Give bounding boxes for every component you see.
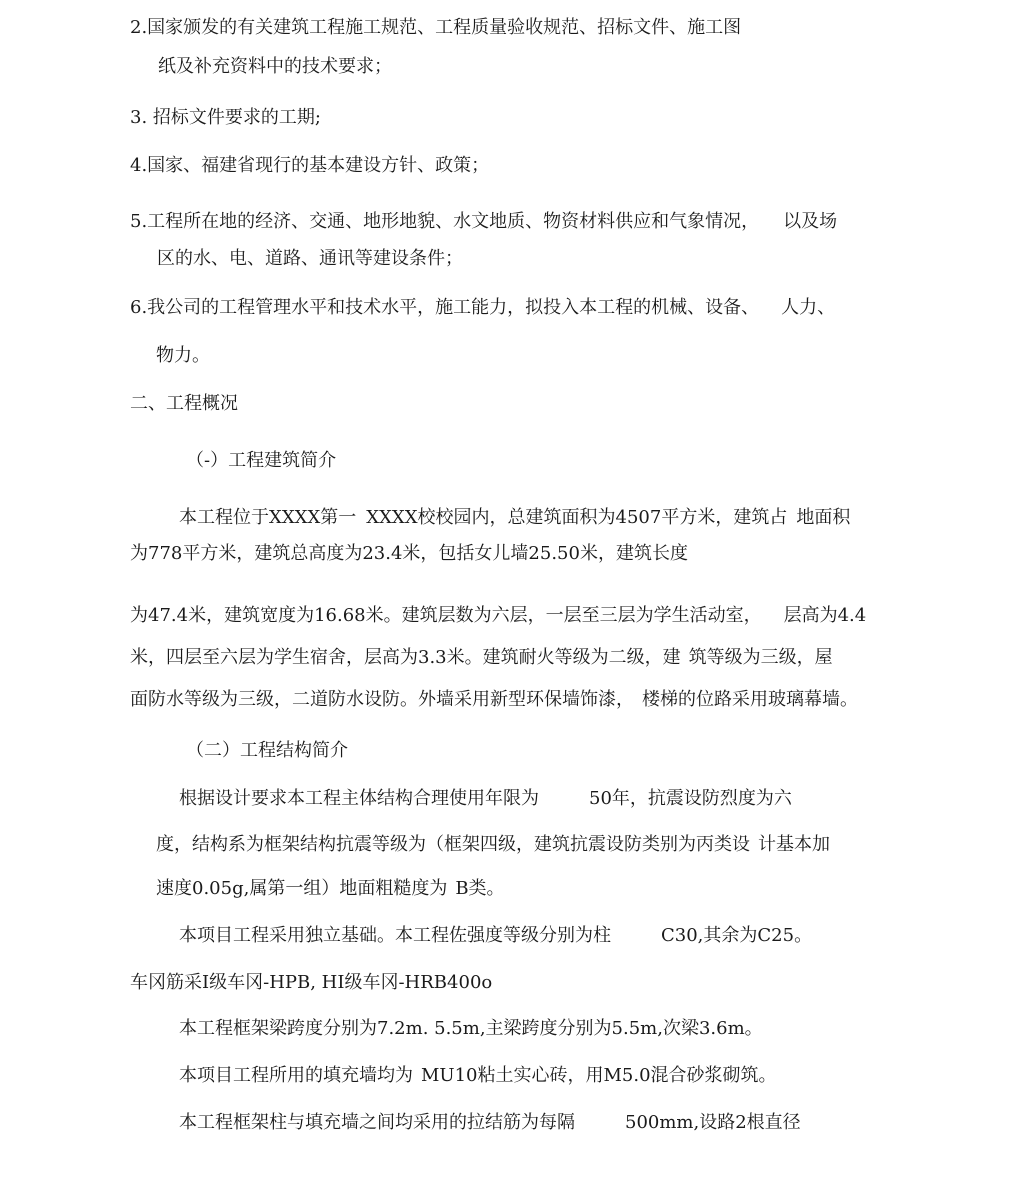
list-item-4 [130,155,489,177]
paragraph-line: 根据设计要求本工程主体结构合理使用年限为 50年，抗震设防烈度为六 [179,788,792,809]
list-item-5-line-2: 区的水、电、道路、通讯等建设条件； [157,248,463,269]
paragraph-line: 本项目工程采用独立基础。本工程佐强度等级分别为柱 C30,其余为C25。 [179,925,813,946]
paragraph-line: 为47.4米，建筑宽度为16.68米。建筑层数为六层，一层至三层为学生活动室， 层高为4.4 [130,605,867,626]
list-item-text: . 招标文件要求的工期; [141,107,321,128]
subsection-heading: （二）工程结构简介 [186,740,348,761]
list-item-2-line-1 [130,17,741,39]
subsection-heading: （-）工程建筑简介 [186,450,337,471]
list-number: 4 [130,155,142,176]
paragraph-line: 本工程位于XXXX第一 XXXX校校园内，总建筑面积为4507平方米，建筑占 地面积 [179,507,851,528]
list-number: 2 [130,17,142,38]
paragraph-line: 本工程框架梁跨度分别为7.2m. 5.5m,主梁跨度分别为5.5m,次梁3.6m。 [179,1018,763,1039]
list-item-text-continued: 人力、 [781,297,836,318]
list-item-text: .国家、福建省现行的基本建设方针、政策； [141,155,490,176]
list-item-6-line-2: 物力。 [156,345,210,366]
list-number: 6 [130,297,142,318]
list-item-text: .工程所在地的经济、交通、地形地貌、水文地质、物资材料供应和气象情况， [141,211,760,232]
paragraph-line: 车冈筋采I级车冈-HPB, HI级车冈-HRB400o [130,972,493,993]
section-heading: 二、工程概况 [130,393,238,414]
paragraph-line: 速度0.05g,属第一组）地面粗糙度为 B类。 [156,878,505,899]
paragraph-line: 面防水等级为三级，二道防水设防。外墙采用新型环保墙饰漆， 楼梯的位路采用玻璃幕墙。 [130,689,858,710]
list-item-5-line-1 [130,211,837,233]
paragraph-line: 度，结构系为框架结构抗震等级为（框架四级，建筑抗震设防类别为丙类设 计基本加 [156,834,830,855]
paragraph-line: 本工程框架柱与填充墙之间均采用的拉结筋为每隔 500mm,设路2根直径 [179,1112,801,1133]
list-item-text-continued: 以及场 [783,211,838,232]
list-item-2-line-2: 纸及补充资料中的技术要求； [158,56,392,77]
paragraph-line: 本项目工程所用的填充墙均为 MU10粘土实心砖，用M5.0混合砂浆砌筑。 [179,1065,777,1086]
paragraph-line: 为778平方米，建筑总高度为23.4米，包括女儿墙25.50米，建筑长度 [130,543,688,564]
list-item-6-line-1 [130,297,835,319]
list-item-text: .我公司的工程管理水平和技术水平，施工能力，拟投入本工程的机械、设备、 [141,297,760,318]
list-number: 3 [130,107,142,128]
paragraph-line: 米，四层至六层为学生宿舍，层高为3.3米。建筑耐火等级为二级，建 筑等级为三级，屋 [130,647,833,668]
list-item-3 [130,107,321,129]
list-item-text: .国家颁发的有关建筑工程施工规范、工程质量验收规范、招标文件、施工图 [141,17,742,38]
list-number: 5 [130,211,142,232]
